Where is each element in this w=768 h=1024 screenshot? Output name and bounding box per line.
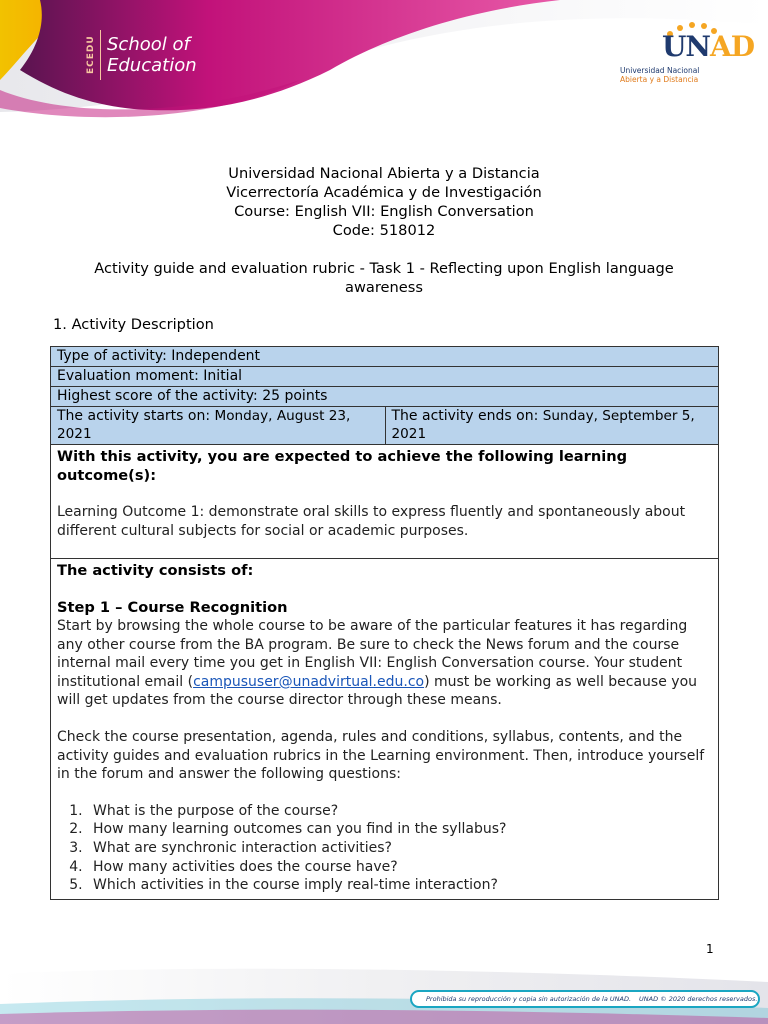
page-footer bbox=[0, 964, 768, 1024]
list-item: 1. What is the purpose of the course? bbox=[87, 802, 712, 821]
outcomes-heading: With this activity, you are expected to achieve the following learning outcome(s): bbox=[57, 448, 628, 484]
unad-name-line-1: Universidad Nacional bbox=[620, 66, 700, 75]
page-number: 1 bbox=[706, 942, 714, 956]
school-line-1: School of bbox=[107, 34, 190, 55]
highest-score-row: Highest score of the activity: 25 points bbox=[51, 387, 718, 407]
footer-notice bbox=[410, 990, 760, 1008]
copyright-notice: UNAD © 2020 derechos reservados. bbox=[639, 995, 758, 1003]
course-name: Course: English VII: English Conversation bbox=[234, 203, 534, 220]
guide-title: Activity guide and evaluation rubric - Task 1 - Reflecting upon English language awareness bbox=[94, 260, 674, 296]
end-date-cell bbox=[385, 407, 719, 444]
university-name: Universidad Nacional Abierta y a Distancia bbox=[228, 165, 540, 182]
school-line-2: Education bbox=[107, 55, 197, 76]
list-item: 5. Which activities in the course imply real-time interaction? bbox=[87, 876, 712, 895]
consists-heading: The activity consists of: bbox=[57, 562, 254, 579]
end-date-label: The activity ends on: bbox=[391, 408, 539, 424]
reproduction-notice: Prohibida su reproducción y copia sin autorización de la UNAD. bbox=[426, 995, 632, 1003]
document-titles bbox=[0, 164, 768, 240]
section-heading: 1. Activity Description bbox=[53, 316, 214, 333]
list-item: 2. How many learning outcomes can you find in the syllabus? bbox=[87, 820, 712, 839]
unad-wordmark: UNAD bbox=[662, 30, 755, 63]
start-date-cell bbox=[51, 407, 385, 444]
vice-rectory: Vicerrectoría Académica y de Investigación bbox=[226, 184, 542, 201]
unad-logo bbox=[612, 20, 755, 90]
unad-name-line-2: Abierta y a Distancia bbox=[620, 75, 699, 84]
questions-list bbox=[87, 802, 712, 895]
list-item: 4. How many activities does the course have? bbox=[87, 858, 712, 877]
ecedu-label: ECEDU bbox=[86, 30, 101, 80]
step1-paragraph: Start by browsing the whole course to be aware of the particular features it has regarding any other course from the BA program. Be sure to check the News forum and the course internal mail every time you get in English VII: English Conversation course. Your student institutional email (campususer@unadvirtual.edu.co) must be working as well because you will get updates from the course director through these means. bbox=[57, 618, 698, 709]
evaluation-moment-row: Evaluation moment: Initial bbox=[51, 367, 718, 387]
activity-table bbox=[50, 346, 719, 900]
end-date-value: Sunday, September 5, 2021 bbox=[391, 408, 695, 442]
school-of-education-logo bbox=[86, 30, 197, 80]
start-date-label: The activity starts on: bbox=[57, 408, 211, 424]
start-date-value: Monday, August 23, 2021 bbox=[57, 408, 351, 442]
step1-paragraph-2: Check the course presentation, agenda, rules and conditions, syllabus, contents, and the activity guides and evaluation rubrics in the Learning environment. Then, introduce yourself in the forum and answer the following questions: bbox=[57, 728, 705, 783]
list-item: 3. What are synchronic interaction activities? bbox=[87, 839, 712, 858]
step1-heading: Step 1 – Course Recognition bbox=[57, 599, 288, 616]
course-code: Code: 518012 bbox=[332, 222, 436, 239]
activity-consists-cell bbox=[51, 559, 718, 899]
type-row: Type of activity: Independent bbox=[51, 347, 718, 367]
page-header bbox=[0, 0, 768, 120]
learning-outcomes-cell bbox=[51, 445, 718, 559]
learning-outcome-1: Learning Outcome 1: demonstrate oral skills to express fluently and spontaneously about different cultural subjects for social or academic purposes. bbox=[57, 504, 686, 539]
dates-row bbox=[51, 407, 718, 445]
student-email-link[interactable]: campususer@unadvirtual.edu.co bbox=[193, 673, 425, 690]
